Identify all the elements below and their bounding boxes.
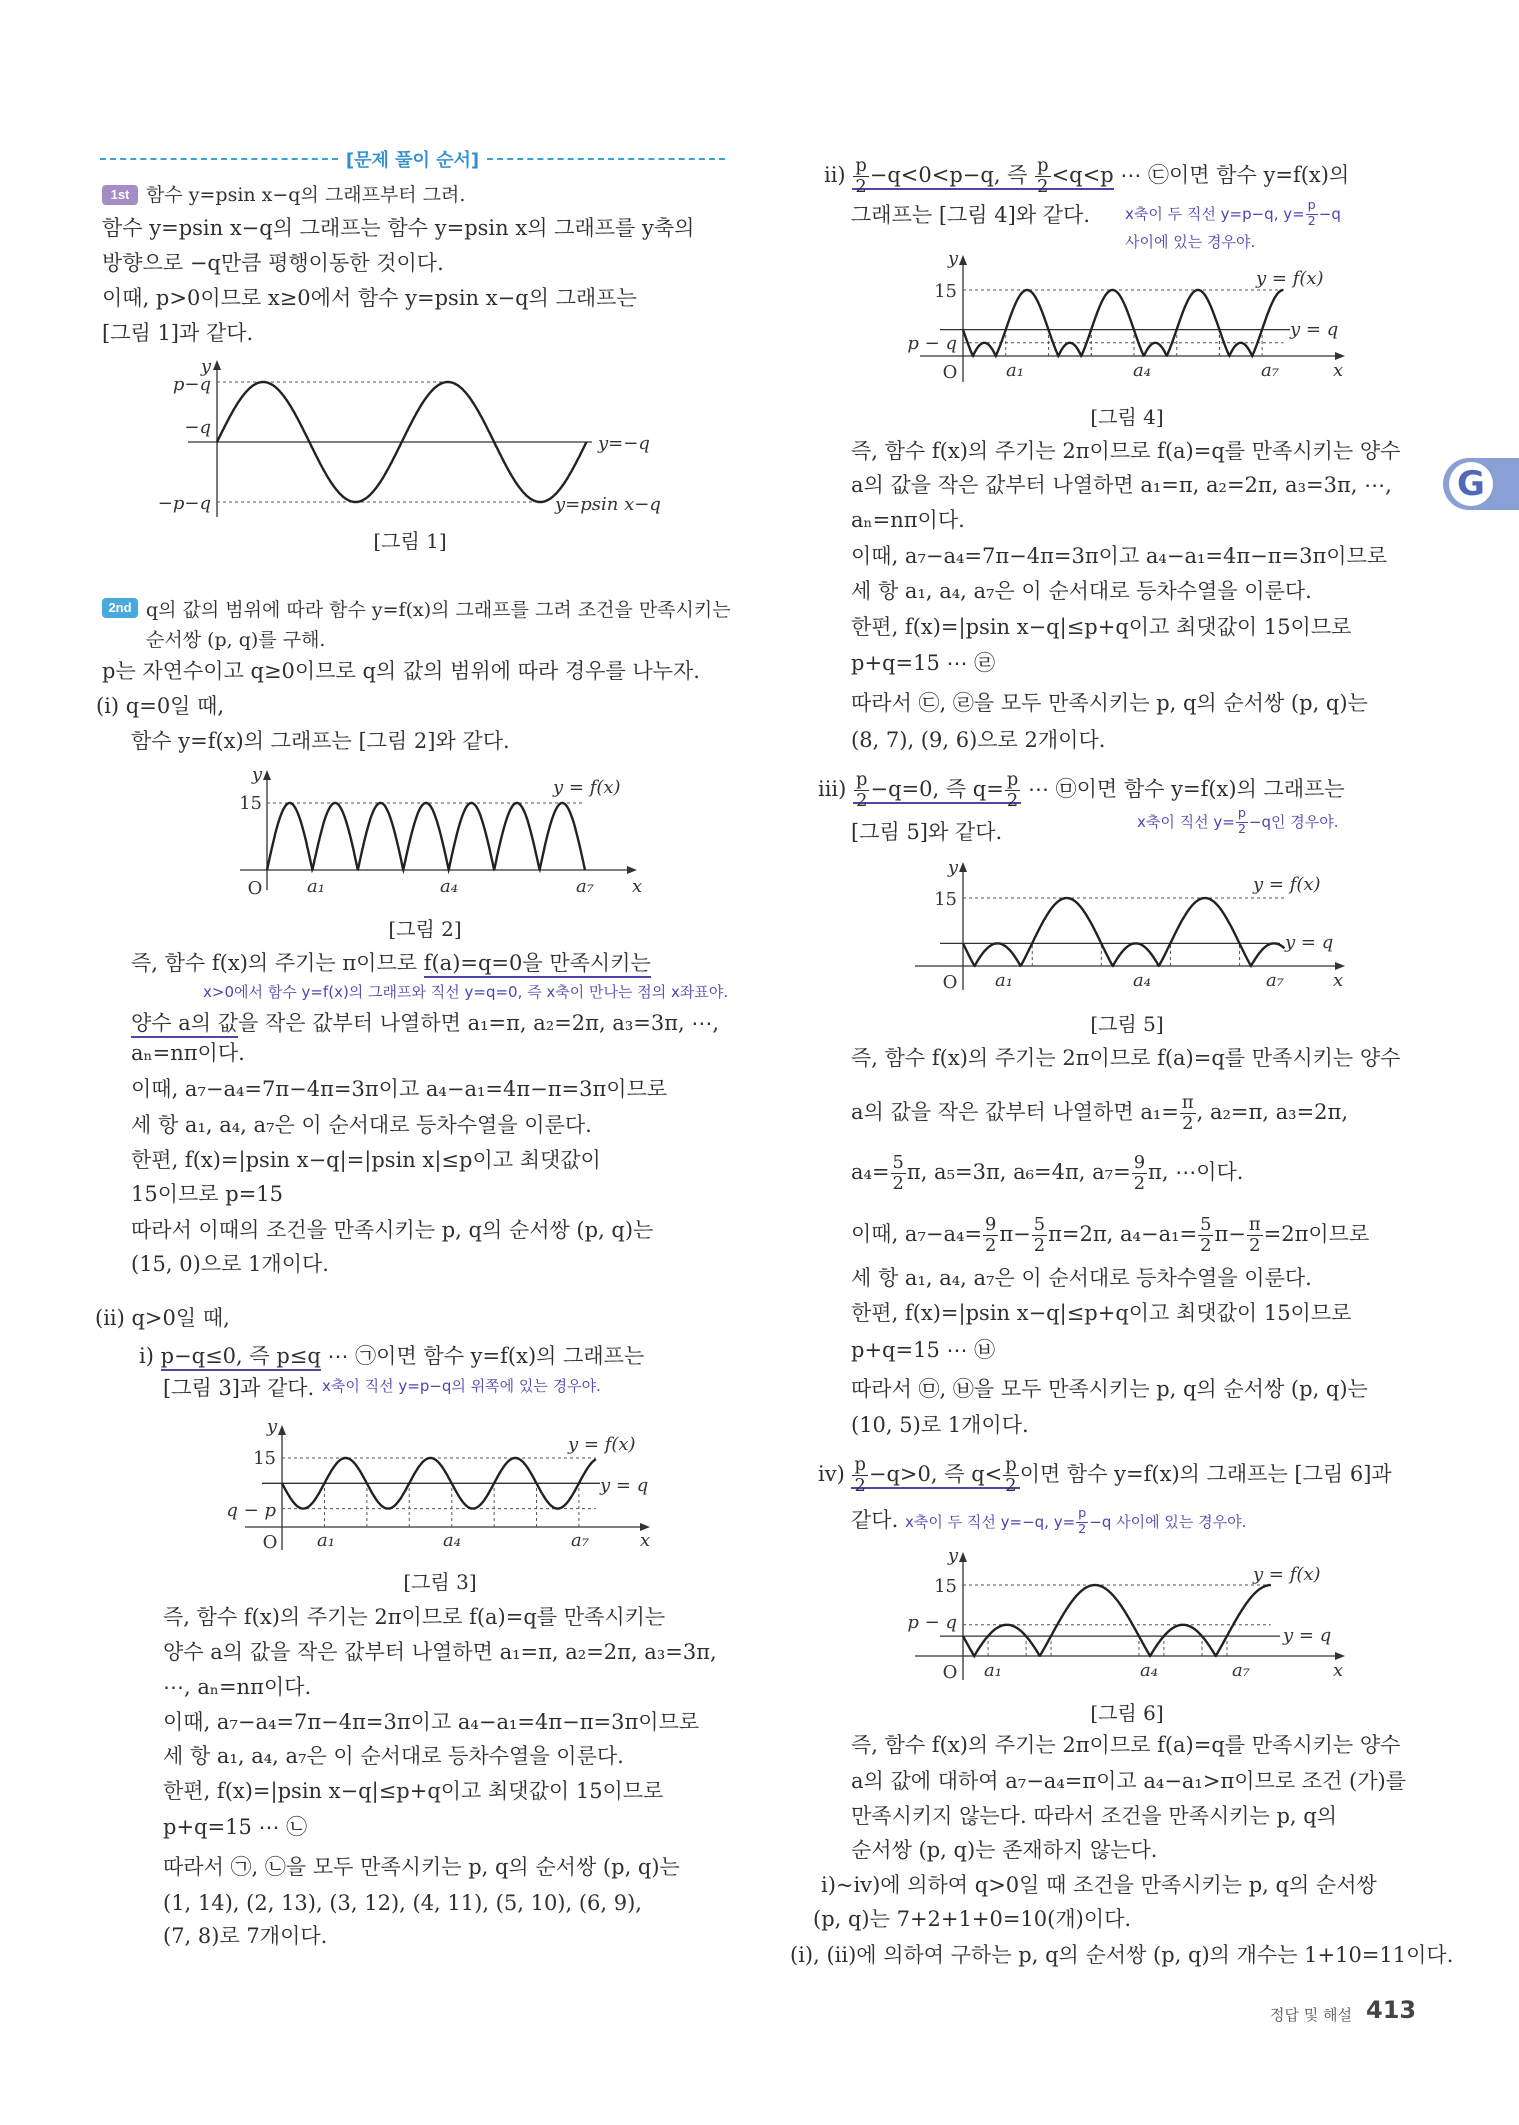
text-line: 즉, 함수 f(x)의 주기는 2π이므로 f(a)=q를 만족시키는 양수 <box>851 439 1401 463</box>
small-max-label: p − q <box>907 333 957 354</box>
text-line: 이때, a₇−a₄=7π−4π=3π이고 a₄−a₁=4π−π=3π이므로 <box>163 1710 700 1734</box>
curve-label: y = f(x) <box>1256 268 1324 289</box>
y-axis-arrow-icon <box>278 1425 286 1435</box>
annotation-note: x축이 직선 y=p−q의 위쪽에 있는 경우야. <box>322 1377 601 1395</box>
footer-section: 정답 및 해설 <box>1270 2006 1352 2024</box>
max-label: 15 <box>253 1448 276 1469</box>
text-line: 만족시키지 않는다. 따라서 조건을 만족시키는 p, q의 <box>851 1804 1338 1828</box>
small-max-label: p − q <box>907 1612 957 1633</box>
max-label: 15 <box>934 1576 957 1597</box>
text-line: p+q=15 ⋯ ㉡ <box>163 1815 308 1839</box>
subcase-number: ii) <box>824 163 853 187</box>
q-line-label: y = q <box>1283 1625 1332 1646</box>
origin-label: O <box>262 1532 278 1553</box>
step1-title: 함수 y=psin x−q의 그래프부터 그려. <box>146 184 466 206</box>
text-line: 즉, 함수 f(x)의 주기는 2π이므로 f(a)=q를 만족시키는 <box>163 1605 666 1629</box>
min-label: q − p <box>226 1500 276 1521</box>
text-segment: ⋯ ㉤이면 함수 y=f(x)의 그래프는 <box>1021 777 1345 801</box>
text-line: 따라서 ㉠, ㉡을 모두 만족시키는 p, q의 순서쌍 (p, q)는 <box>163 1855 680 1879</box>
text-line: p+q=15 ⋯ ㉣ <box>851 651 996 675</box>
q-line-label: y = q <box>1290 319 1339 340</box>
q-line-label: y = q <box>600 1475 649 1496</box>
x-axis-label: x <box>632 876 643 897</box>
text-line: [그림 1]과 같다. <box>102 321 254 345</box>
a7-label: a₇ <box>571 1530 589 1551</box>
q-line-label: y = q <box>1285 932 1334 953</box>
a4-label: a₄ <box>1140 1660 1158 1681</box>
text-line: p+q=15 ⋯ ㉥ <box>851 1338 996 1362</box>
text-line: 즉, 함수 f(x)의 주기는 2π이므로 f(a)=q를 만족시키는 양수 <box>851 1046 1401 1070</box>
text-segment: 이면 함수 y=f(x)의 그래프는 [그림 6]과 <box>1019 1462 1392 1486</box>
figure-caption: [그림 1] <box>373 529 447 553</box>
text-line: a의 값을 작은 값부터 나열하면 a₁=π, a₂=2π, a₃=3π, ⋯, <box>851 473 1392 497</box>
step2-title: q의 값의 범위에 따라 함수 y=f(x)의 그래프를 그려 조건을 만족시키는 <box>146 599 731 621</box>
text-line: 한편, f(x)=|psin x−q|≤p+q이고 최댓값이 15이므로 <box>163 1779 664 1803</box>
annotation-note: x축이 두 직선 y=−q, y= $\frac{p}{2}$ −q 사이에 있는 경우야. <box>905 1506 1247 1537</box>
a7-label: a₇ <box>576 876 594 897</box>
text-line: 세 항 a₁, a₄, a₇은 이 순서대로 등차수열을 이룬다. <box>163 1744 624 1768</box>
min-label: −p−q <box>157 493 211 514</box>
text-line: p는 자연수이고 q≥0이므로 q의 값의 범위에 따라 경우를 나누자. <box>102 659 700 683</box>
figure-6 <box>907 1545 1345 1683</box>
chapter-letter: G <box>1449 462 1493 506</box>
underlined-phrase: 양수 a의 값 <box>131 1011 238 1038</box>
y-axis-label: y <box>947 248 958 269</box>
curve-label: y = f(x) <box>553 777 621 798</box>
origin-label: O <box>247 878 263 899</box>
figure-5 <box>915 857 1345 993</box>
annotation-note: x축이 두 직선 y=p−q, y= $\frac{p}{2}$ −q <box>1125 198 1341 229</box>
text-line: 이때, a₇−a₄=7π−4π=3π이고 a₄−a₁=4π−π=3π이므로 <box>131 1077 668 1101</box>
subcase-number: iv) <box>818 1462 852 1486</box>
annotation-note: x축이 직선 y= $\frac{p}{2}$ −q인 경우야. <box>1137 806 1339 837</box>
text-line: 이때, a₇−a₄= $\frac{9}{2}$ π− $\frac{5}{2}$ π=2π, a₄−a₁= $\frac{5}{2}$ π− $\frac{\pi}{2}$ =2π이므로 <box>851 1214 1370 1256</box>
y-axis-label: y <box>200 356 211 377</box>
figure-caption: [그림 4] <box>1090 405 1164 429</box>
text-line: aₙ=nπ이다. <box>131 1041 245 1065</box>
y-axis-arrow-icon <box>213 360 221 370</box>
y-axis-arrow-icon <box>959 1552 967 1562</box>
subcase-number: i) <box>139 1344 161 1368</box>
a7-label: a₇ <box>1266 970 1284 991</box>
origin-label: O <box>942 1662 958 1683</box>
function-curve <box>963 898 1284 966</box>
text-line: 한편, f(x)=|psin x−q|=|psin x|≤p이고 최댓값이 <box>131 1148 601 1172</box>
x-axis-label: x <box>1333 1660 1344 1681</box>
a4-label: a₄ <box>443 1530 461 1551</box>
y-axis-arrow-icon <box>959 255 967 265</box>
text-line: 따라서 ㉢, ㉣을 모두 만족시키는 p, q의 순서쌍 (p, q)는 <box>851 691 1368 715</box>
origin-label: O <box>942 362 958 383</box>
text-line: (1, 14), (2, 13), (3, 12), (4, 11), (5, 10), (6, 9), <box>163 1891 642 1915</box>
a4-label: a₄ <box>1133 360 1151 381</box>
y-axis-label: y <box>266 1416 277 1437</box>
text-line: 같다. <box>851 1508 899 1532</box>
conclusion-line: (i), (ii)에 의하여 구하는 p, q의 순서쌍 (p, q)의 개수는 1+10=11이다. <box>790 1943 1454 1967</box>
x-axis-label: x <box>1333 360 1344 381</box>
header-title: [문제 풀이 순서] <box>345 150 480 171</box>
curve-label: y = f(x) <box>1253 874 1321 895</box>
max-label: 15 <box>239 793 262 814</box>
text-line: 한편, f(x)=|psin x−q|≤p+q이고 최댓값이 15이므로 <box>851 1301 1352 1325</box>
text-line: 세 항 a₁, a₄, a₇은 이 순서대로 등차수열을 이룬다. <box>851 1266 1312 1290</box>
text-line: a의 값을 작은 값부터 나열하면 a₁= $\frac{\pi}{2}$ , a₂=π, a₃=2π, <box>851 1092 1349 1134</box>
x-axis-arrow-icon <box>627 866 637 874</box>
case-heading: (ii) q>0일 때, <box>95 1306 230 1330</box>
a4-label: a₄ <box>1133 970 1151 991</box>
function-curve <box>267 803 585 870</box>
function-curve <box>963 290 1283 356</box>
text-line: [그림 5]와 같다. <box>851 820 1003 844</box>
underlined-phrase: f(a)=q=0을 만족시키는 <box>424 951 651 978</box>
text-line: a의 값에 대하여 a₇−a₄=π이고 a₄−a₁>π이므로 조건 (가)를 <box>851 1769 1406 1793</box>
case-heading: (i) q=0일 때, <box>96 694 225 718</box>
max-label: 15 <box>934 281 957 302</box>
y-axis-label: y <box>947 857 958 878</box>
annotation-note: 사이에 있는 경우야. <box>1125 233 1256 251</box>
text-line: 이때, p>0이므로 x≥0에서 함수 y=psin x−q의 그래프는 <box>102 286 637 310</box>
a7-label: a₇ <box>1261 360 1279 381</box>
underlined-condition: p−q≤0, 즉 p≤q <box>161 1344 321 1371</box>
text-line: 함수 y=psin x−q의 그래프는 함수 y=psin x의 그래프를 y축의 <box>102 216 695 240</box>
text-segment: 즉, 함수 f(x)의 주기는 π이므로 <box>131 951 424 975</box>
a1-label: a₁ <box>1006 360 1024 381</box>
text-line: ⋯, aₙ=nπ이다. <box>163 1675 312 1699</box>
step1-badge: 1st <box>102 185 138 205</box>
text-line: 한편, f(x)=|psin x−q|≤p+q이고 최댓값이 15이므로 <box>851 615 1352 639</box>
x-axis-arrow-icon <box>1335 352 1345 360</box>
text-segment: ⋯ ㉢이면 함수 y=f(x)의 <box>1113 163 1350 187</box>
figure-caption: [그림 5] <box>1090 1012 1164 1036</box>
curve-label: y = f(x) <box>1253 1564 1321 1585</box>
line-label: y=−q <box>598 433 650 454</box>
y-axis-label: y <box>251 764 262 785</box>
max-label: 15 <box>934 889 957 910</box>
a1-label: a₁ <box>317 1530 335 1551</box>
a4-label: a₄ <box>440 876 458 897</box>
text-line: 함수 y=f(x)의 그래프는 [그림 2]와 같다. <box>131 729 510 753</box>
underlined-condition: $\frac{p}{2}$ −q>0, 즉 q< $\frac{p}{2}$ <box>851 1462 1019 1489</box>
text-line: 따라서 이때의 조건을 만족시키는 p, q의 순서쌍 (p, q)는 <box>131 1218 654 1242</box>
text-line: [그림 3]과 같다. <box>163 1376 315 1400</box>
function-curve <box>963 1585 1271 1656</box>
text-line: i)~iv)에 의하여 q>0일 때 조건을 만족시키는 p, q의 순서쌍 <box>821 1873 1377 1897</box>
underlined-condition: $\frac{p}{2}$ −q=0, 즉 q= $\frac{p}{2}$ <box>853 777 1021 804</box>
text-segment: 을 작은 값부터 나열하면 a₁=π, a₂=2π, a₃=3π, ⋯, <box>238 1011 720 1035</box>
text-line: 이때, a₇−a₄=7π−4π=3π이고 a₄−a₁=4π−π=3π이므로 <box>851 544 1388 568</box>
text-line: a₄= $\frac{5}{2}$ π, a₅=3π, a₆=4π, a₇= $\frac{9}{2}$ π, ⋯이다. <box>851 1152 1244 1194</box>
text-line: (p, q)는 7+2+1+0=10(개)이다. <box>813 1907 1132 1931</box>
shift-label: −q <box>184 417 211 438</box>
origin-label: O <box>942 972 958 993</box>
text-line: 따라서 ㉤, ㉥을 모두 만족시키는 p, q의 순서쌍 (p, q)는 <box>851 1377 1368 1401</box>
underlined-condition: $\frac{p}{2}$ −q<0<p−q, 즉 $\frac{p}{2}$ <q<p <box>852 163 1113 190</box>
text-line: 방향으로 −q만큼 평행이동한 것이다. <box>102 251 444 275</box>
figure-4 <box>907 248 1345 383</box>
text-line: 그래프는 [그림 4]와 같다. <box>851 203 1091 227</box>
page-number: 413 <box>1366 1996 1417 2024</box>
step2-title: 순서쌍 (p, q)를 구해. <box>146 629 326 651</box>
text-line: 양수 a의 값을 작은 값부터 나열하면 a₁=π, a₂=2π, a₃=3π, <box>163 1640 717 1664</box>
step2-badge: 2nd <box>102 598 138 618</box>
subcase-number: iii) <box>818 777 854 801</box>
text-line: 즉, 함수 f(x)의 주기는 2π이므로 f(a)=q를 만족시키는 양수 <box>851 1733 1401 1757</box>
annotation-note: x>0에서 함수 y=f(x)의 그래프와 직선 y=q=0, 즉 x축이 만나는 점의 x좌표야. <box>203 983 729 1001</box>
y-axis-arrow-icon <box>263 770 271 780</box>
figure-caption: [그림 3] <box>403 1570 477 1594</box>
y-axis-label: y <box>947 1545 958 1566</box>
a1-label: a₁ <box>995 970 1013 991</box>
figure-1 <box>158 356 661 517</box>
x-axis-arrow-icon <box>1335 962 1345 970</box>
a1-label: a₁ <box>307 876 325 897</box>
text-line: (7, 8)로 7개이다. <box>163 1924 328 1948</box>
text-line: 세 항 a₁, a₄, a₇은 이 순서대로 등차수열을 이룬다. <box>851 579 1312 603</box>
text-line: 순서쌍 (p, q)는 존재하지 않는다. <box>851 1838 1158 1862</box>
curve-label: y=psin x−q <box>555 494 661 515</box>
curve-label: y = f(x) <box>568 1434 636 1455</box>
text-line: (8, 7), (9, 6)으로 2개이다. <box>851 728 1106 752</box>
figure-caption: [그림 6] <box>1090 1701 1164 1725</box>
text-segment: ⋯ ㉠이면 함수 y=f(x)의 그래프는 <box>320 1344 645 1368</box>
text-line: 15이므로 p=15 <box>131 1182 284 1206</box>
x-axis-label: x <box>1333 970 1344 991</box>
figure-caption: [그림 2] <box>388 917 462 941</box>
max-label: p−q <box>172 374 211 395</box>
figure-3 <box>226 1416 650 1553</box>
text-line: 세 항 a₁, a₄, a₇은 이 순서대로 등차수열을 이룬다. <box>131 1113 592 1137</box>
a7-label: a₇ <box>1232 1660 1250 1681</box>
text-line: (10, 5)로 1개이다. <box>851 1413 1029 1437</box>
text-line: (15, 0)으로 1개이다. <box>131 1252 329 1276</box>
x-axis-label: x <box>640 1530 651 1551</box>
x-axis-arrow-icon <box>1335 1652 1345 1660</box>
y-axis-arrow-icon <box>959 862 967 872</box>
a1-label: a₁ <box>984 1660 1002 1681</box>
text-line: aₙ=nπ이다. <box>851 508 965 532</box>
figure-2 <box>239 764 642 899</box>
